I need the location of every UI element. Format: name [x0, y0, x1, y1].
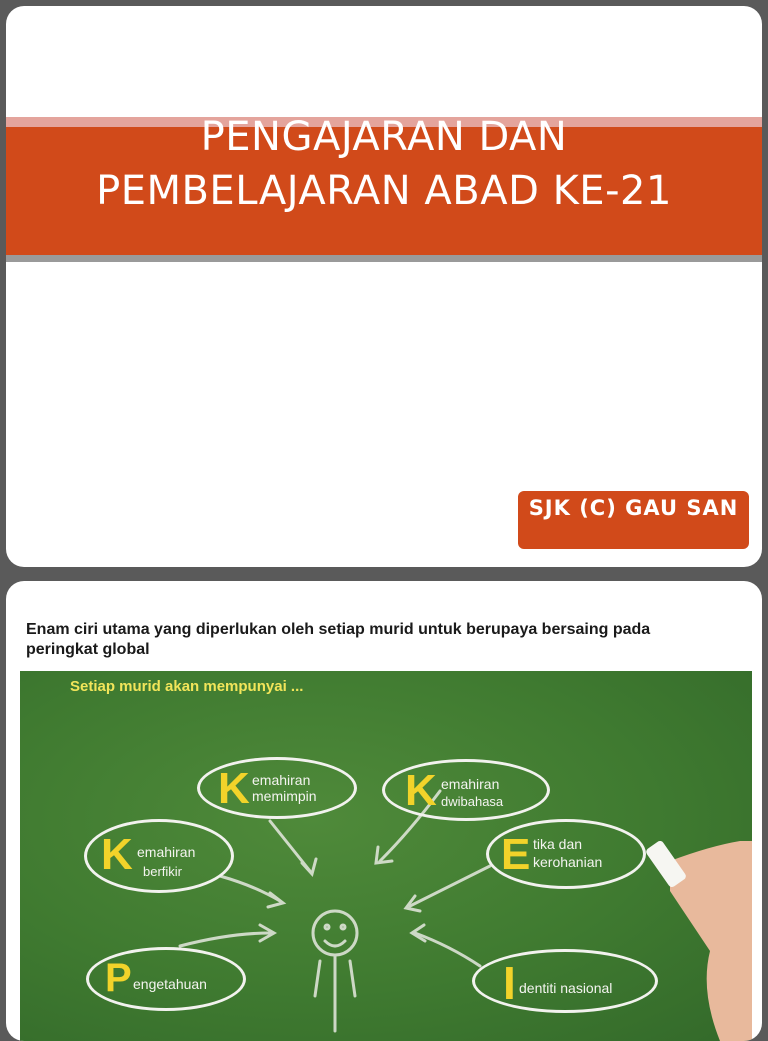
figure-body — [315, 955, 355, 1031]
figure-head — [313, 911, 357, 955]
arrow-line-5 — [180, 933, 270, 946]
slide-heading: Enam ciri utama yang diperlukan oleh setiap murid untuk berupaya bersaing pada peringkat global — [26, 621, 651, 658]
oval-text-line1: emahiran — [252, 772, 311, 788]
slide-title: PENGAJARAN DAN PEMBELAJARAN ABAD KE-21 — [96, 114, 672, 214]
oval-text-line1: emahiran — [137, 844, 196, 860]
oval-text-line1: emahiran — [441, 776, 500, 792]
oval-letter: K — [101, 830, 133, 879]
arrow-line-4 — [410, 866, 490, 906]
hand-illustration — [645, 839, 752, 1041]
oval-pengetahuan — [86, 947, 246, 1011]
title-slide — [6, 6, 762, 567]
oval-kemahiran-memimpin — [197, 757, 357, 819]
oval-letter: P — [105, 956, 132, 1000]
arrow-line-6 — [415, 933, 480, 966]
figure-eye-left — [325, 925, 329, 929]
oval-text-line2: dwibahasa — [441, 794, 504, 809]
oval-text-line1: tika dan — [533, 836, 583, 852]
oval-identiti-nasional — [472, 949, 658, 1013]
arrow-line-3 — [220, 876, 280, 901]
oval-text-line2: berfikir — [143, 864, 183, 879]
title-band-shadow — [6, 255, 762, 262]
oval-letter: E — [501, 830, 531, 879]
oval-kemahiran-berfikir — [84, 819, 234, 893]
figure-eye-right — [341, 925, 345, 929]
oval-letter: K — [405, 766, 437, 815]
figure-smile — [325, 941, 345, 946]
oval-etika-kerohanian — [486, 819, 646, 889]
oval-text-line2: memimpin — [252, 788, 317, 804]
oval-text-line2: kerohanian — [533, 854, 603, 870]
content-slide — [6, 581, 762, 1041]
oval-text-line1: dentiti nasional — [519, 980, 613, 996]
oval-letter: K — [218, 764, 250, 813]
chalkboard-image — [20, 671, 752, 1041]
oval-letter: I — [503, 957, 516, 1009]
oval-kemahiran-dwibahasa — [382, 759, 550, 821]
school-badge: SJK (C) GAU SAN — [518, 491, 749, 549]
oval-text-line1: engetahuan — [133, 976, 207, 992]
board-title: Setiap murid akan mempunyai ... — [70, 678, 304, 695]
